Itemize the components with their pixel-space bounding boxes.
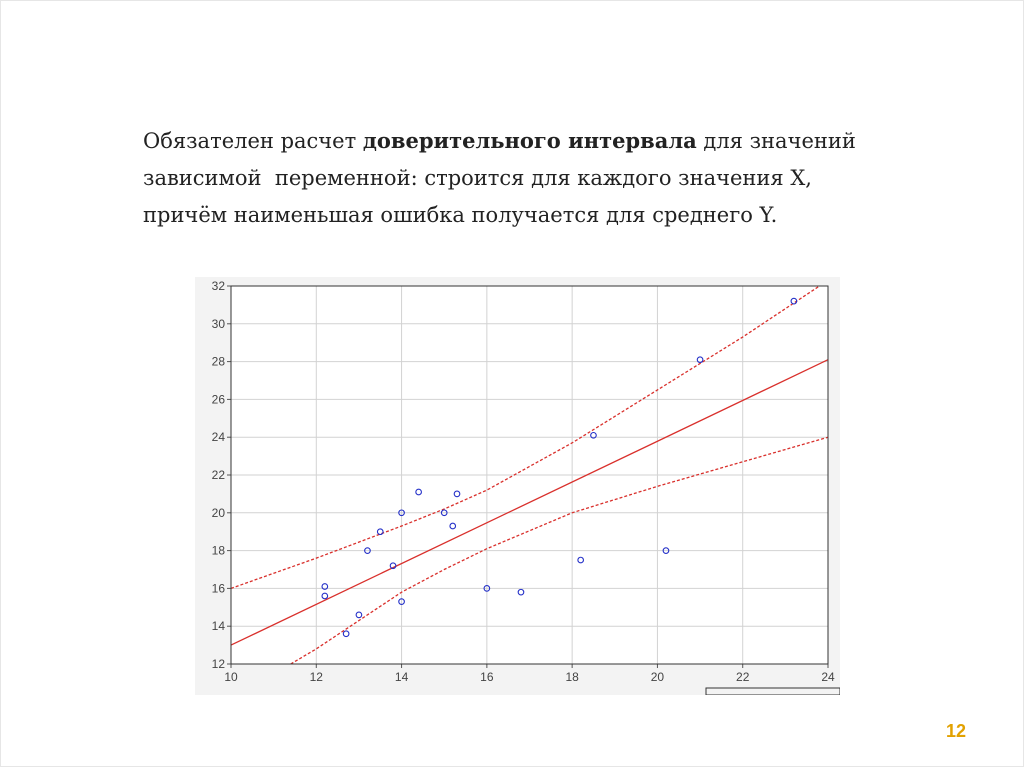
text-line-1 [143, 122, 943, 160]
slide-text [143, 122, 943, 234]
x-tick-label: 14 [394, 670, 409, 684]
text-line-1-start: Обязателен расчет [143, 129, 363, 153]
y-tick-label: 24 [211, 430, 225, 445]
scatter-chart [195, 277, 840, 695]
y-tick-label: 26 [211, 392, 225, 407]
y-tick-label: 32 [211, 279, 225, 293]
x-tick-label: 10 [224, 670, 238, 684]
y-tick-label: 12 [211, 657, 225, 671]
y-tick-label: 22 [211, 468, 225, 482]
x-tick-label: 20 [650, 670, 665, 684]
text-line-2: зависимой переменной: строится для каждого значения X, [143, 166, 812, 190]
y-tick-label: 20 [211, 505, 225, 520]
x-tick-label: 12 [309, 670, 323, 684]
x-tick-label: 24 [821, 670, 835, 684]
y-tick-label: 16 [211, 581, 225, 596]
page-number: 12 [946, 721, 967, 741]
y-tick-label: 30 [211, 316, 225, 331]
text-bold-term: доверительного интервала [362, 128, 697, 153]
text-line-1-end: для значений [696, 129, 856, 153]
y-tick-label: 28 [211, 354, 225, 369]
y-tick-label: 14 [211, 619, 225, 634]
x-tick-label: 22 [736, 670, 750, 684]
text-line-3: причём наименьшая ошибка получается для среднего Y. [143, 203, 778, 227]
y-tick-label: 18 [211, 543, 225, 558]
x-tick-label: 18 [565, 670, 579, 684]
chart-container [195, 277, 840, 695]
x-tick-label: 16 [480, 670, 494, 684]
